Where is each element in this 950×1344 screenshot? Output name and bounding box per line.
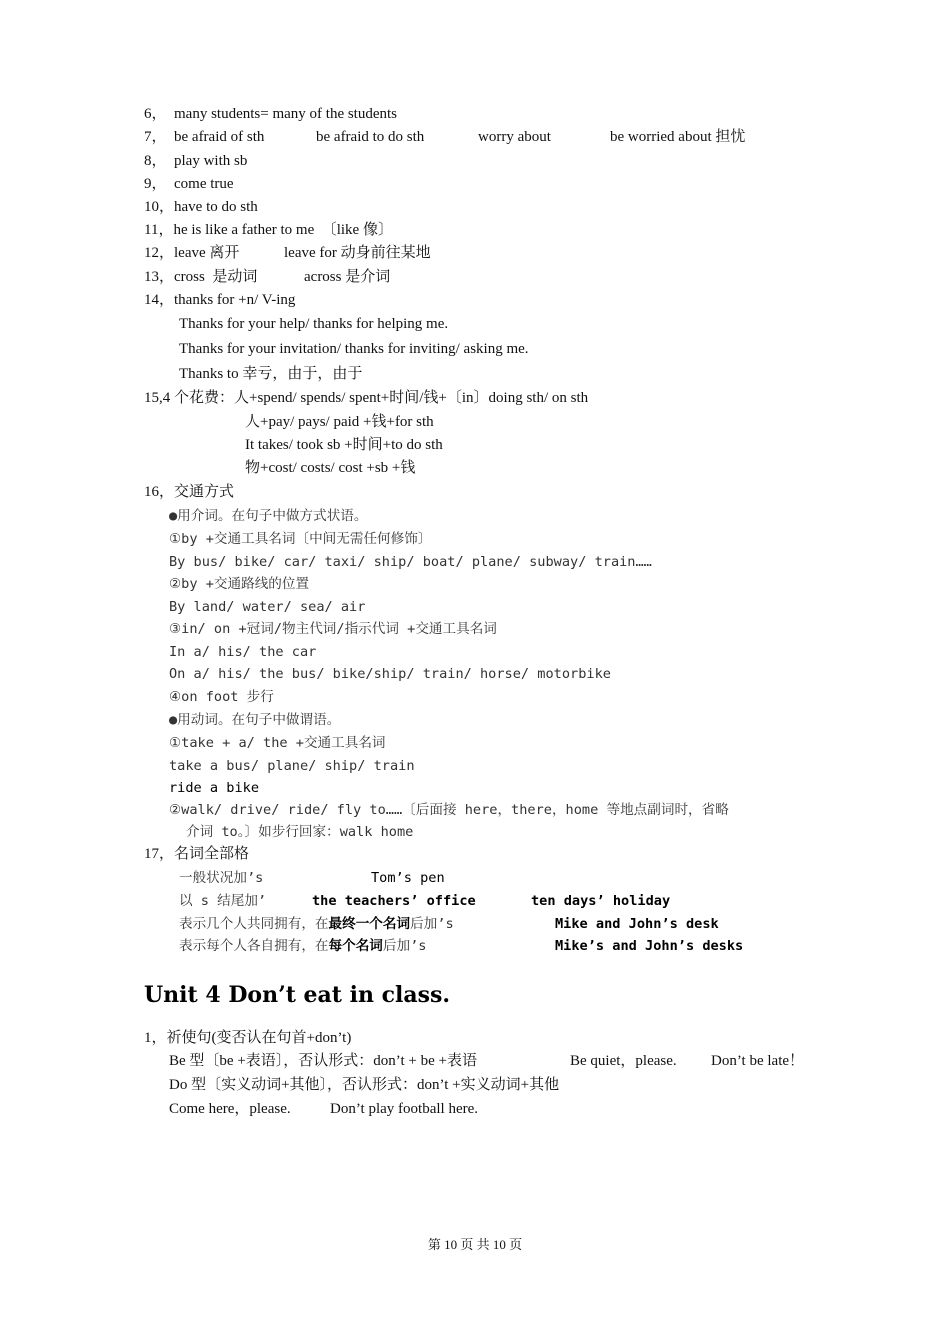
item-6: 6， many students= many of the students xyxy=(144,106,398,122)
item-15-line-1: 15,4 个花费：人+spend/ spends/ spent+时间/钱+〔in〕doing sth/ on sth xyxy=(144,390,589,406)
unit-4-do-example-1: Come here，please. xyxy=(169,1101,291,1117)
item-7-c: worry about xyxy=(478,129,551,145)
item-13-a: 13，cross 是动词 xyxy=(144,269,258,285)
item-17-rule-3-emphasis: 最终一个名词 xyxy=(328,916,411,932)
item-17-rule-4-example: Mike’s and John’s desks xyxy=(555,938,744,954)
item-12-b: leave for 动身前往某地 xyxy=(284,245,431,261)
unit-4-heading: Unit 4 Don’t eat in class. xyxy=(144,982,451,1008)
item-15-line-4: 物+cost/ costs/ cost +sb +钱 xyxy=(245,460,416,476)
item-16-preposition-heading: ●用介词。在句子中做方式状语。 xyxy=(169,508,368,524)
item-16-a3: ③in/ on +冠词/物主代词/指示代词 +交通工具名词 xyxy=(169,621,497,637)
item-16-b2: ②walk/ drive/ ride/ fly to……〔后面接 here，there，home 等地点副词时，省略 xyxy=(169,802,729,818)
unit-4-do-example-2: Don’t play football here. xyxy=(330,1101,479,1117)
item-17-rule-3-example: Mike and John’s desk xyxy=(555,916,719,932)
unit-4-item-1: 1，祈使句(变否认在句首+don’t) xyxy=(144,1030,352,1046)
item-17-rule-1: 一般状况加’s xyxy=(179,870,264,886)
item-17-rule-3 xyxy=(179,914,454,934)
item-16-a4: ④on foot 步行 xyxy=(169,689,274,705)
item-16-a3-example-1: In a/ his/ the car xyxy=(169,644,317,660)
unit-4-be-example-1: Be quiet，please. xyxy=(570,1053,677,1069)
item-17-rule-4 xyxy=(179,936,426,956)
item-16-b2-continued: 介词 to。〕如步行回家：walk home xyxy=(186,824,414,840)
item-10: 10，have to do sth xyxy=(144,199,258,215)
item-17-rule-2-example-1: the teachers’ office xyxy=(312,893,476,909)
item-16-a2-example: By land/ water/ sea/ air xyxy=(169,599,366,615)
item-14-example-3: Thanks to 幸亏，由于，由于 xyxy=(179,366,363,382)
item-16-b1: ①take + a/ the +交通工具名词 xyxy=(169,735,386,751)
item-15-line-3: It takes/ took sb +时间+to do sth xyxy=(245,437,443,453)
item-14-example-1: Thanks for your help/ thanks for helping me. xyxy=(179,316,449,332)
item-12-a: 12，leave 离开 xyxy=(144,245,240,261)
item-16-a2: ②by +交通路线的位置 xyxy=(169,576,310,592)
item-16: 16，交通方式 xyxy=(144,484,235,500)
item-17-rule-3-text: 表示几个人共同拥有，在 xyxy=(179,916,329,932)
item-16-verb-heading: ●用动词。在句子中做谓语。 xyxy=(169,712,341,728)
item-17-rule-2: 以 s 结尾加’ xyxy=(179,893,267,909)
item-17-rule-1-example: Tom’s pen xyxy=(371,870,445,886)
page-footer: 第 10 页 共 10 页 xyxy=(427,1237,523,1252)
item-14: 14，thanks for +n/ V-ing xyxy=(144,292,296,308)
item-17-rule-4-suffix: 后加’s xyxy=(382,938,427,954)
unit-4-do-type: Do 型〔实义动词+其他〕，否认形式：don’t +实义动词+其他 xyxy=(169,1077,560,1093)
item-16-a3-example-2: On a/ his/ the bus/ bike/ship/ train/ horse/ motorbike xyxy=(169,666,611,682)
item-17-rule-4-emphasis: 每个名词 xyxy=(328,938,383,954)
item-15-line-2: 人+pay/ pays/ paid +钱+for sth xyxy=(245,414,434,430)
item-8: 8， play with sb xyxy=(144,153,248,169)
item-16-b1-example-2: ride a bike xyxy=(169,780,260,796)
item-7-d: be worried about 担忧 xyxy=(610,129,746,145)
item-13-b: across 是介词 xyxy=(304,269,391,285)
item-7-b: be afraid to do sth xyxy=(316,129,425,145)
item-17-rule-4-text: 表示每个人各自拥有，在 xyxy=(179,938,329,954)
unit-4-be-example-2: Don’t be late！ xyxy=(711,1053,805,1069)
unit-4-be-type: Be 型〔be +表语〕，否认形式：don’t + be +表语 xyxy=(169,1053,477,1069)
item-16-a1-example: By bus/ bike/ car/ taxi/ ship/ boat/ plane/ subway/ train…… xyxy=(169,554,652,570)
item-16-a1: ①by +交通工具名词〔中间无需任何修饰〕 xyxy=(169,531,432,547)
item-7-a: 7， be afraid of sth xyxy=(144,129,265,145)
item-16-b1-example: take a bus/ plane/ ship/ train xyxy=(169,758,415,774)
item-17-rule-2-example-2: ten days’ holiday xyxy=(531,893,671,909)
item-17-rule-3-suffix: 后加’s xyxy=(410,916,454,932)
item-17: 17，名词全部格 xyxy=(144,846,250,862)
item-9: 9， come true xyxy=(144,176,234,192)
item-11: 11，he is like a father to me 〔like 像〕 xyxy=(144,222,393,238)
item-14-example-2: Thanks for your invitation/ thanks for inviting/ asking me. xyxy=(179,341,529,357)
